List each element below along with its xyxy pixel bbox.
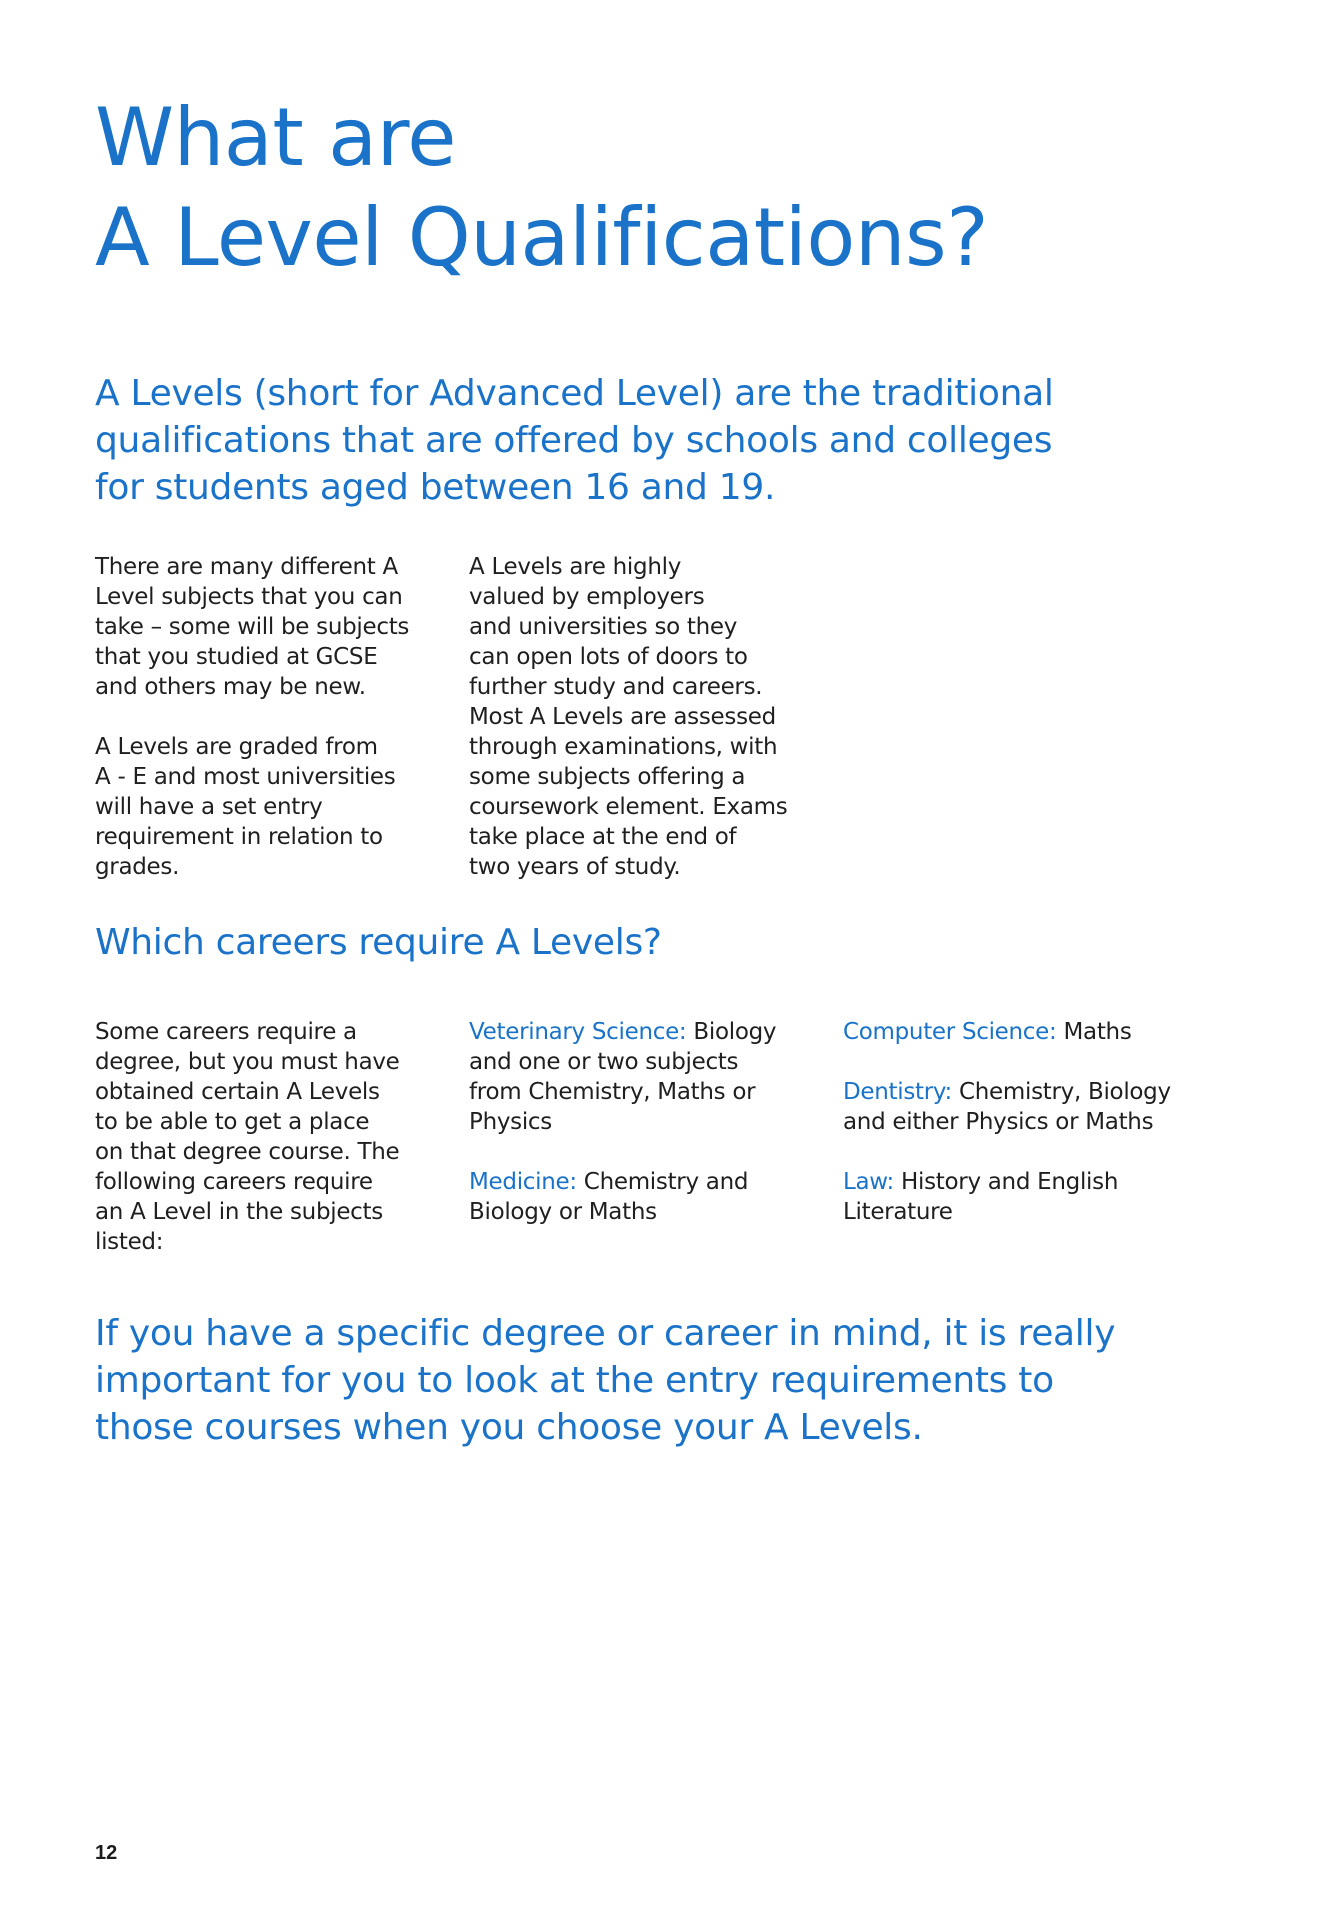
career-line: Literature — [843, 1199, 953, 1225]
career-item-law — [843, 1167, 1223, 1227]
text-line: A Levels are highly — [469, 554, 682, 580]
career-line — [843, 1077, 1223, 1107]
text-line: obtained certain A Levels — [95, 1079, 380, 1105]
text-line: There are many different A — [95, 554, 398, 580]
career-subjects: Chemistry and — [576, 1169, 749, 1195]
value-column — [469, 552, 829, 882]
text-line: to be able to get a place — [95, 1109, 370, 1135]
text-line: that you studied at GCSE — [95, 644, 378, 670]
text-line: grades. — [95, 854, 180, 880]
intro-line: qualifications that are offered by schools and colleges — [95, 420, 1053, 461]
text-line: an A Level in the subjects — [95, 1199, 383, 1225]
career-line: Physics — [469, 1109, 552, 1135]
career-line — [843, 1167, 1223, 1197]
career-label: Medicine: — [469, 1169, 577, 1195]
closing-paragraph — [95, 1310, 1275, 1451]
careers-intro-paragraph — [95, 1017, 445, 1257]
careers-column-2 — [469, 1017, 829, 1227]
careers-intro-column — [95, 1017, 445, 1257]
text-line: and universities so they — [469, 614, 738, 640]
intro-paragraph — [95, 370, 1275, 511]
career-item-veterinary-science — [469, 1017, 829, 1137]
careers-heading: Which careers require A Levels? — [95, 922, 662, 963]
intro-line: for students aged between 16 and 19. — [95, 467, 776, 508]
career-label: Veterinary Science: — [469, 1019, 687, 1045]
career-line: and either Physics or Maths — [843, 1109, 1154, 1135]
page-title — [95, 88, 988, 288]
careers-column-3 — [843, 1017, 1223, 1227]
career-subjects: History and English — [894, 1169, 1119, 1195]
text-line: some subjects offering a — [469, 764, 746, 790]
text-line: listed: — [95, 1229, 164, 1255]
text-line: can open lots of doors to — [469, 644, 748, 670]
career-item-computer-science — [843, 1017, 1223, 1047]
career-item-dentistry — [843, 1077, 1223, 1137]
career-item-medicine — [469, 1167, 829, 1227]
career-line: and one or two subjects — [469, 1049, 739, 1075]
text-line: on that degree course. The — [95, 1139, 400, 1165]
intro-line: A Levels (short for Advanced Level) are the traditional — [95, 373, 1054, 414]
text-line: coursework element. Exams — [469, 794, 788, 820]
value-paragraph — [469, 552, 829, 882]
career-line: from Chemistry, Maths or — [469, 1079, 756, 1105]
outro-line: important for you to look at the entry requirements to — [95, 1360, 1054, 1401]
career-subjects: Chemistry, Biology — [952, 1079, 1171, 1105]
text-line: take place at the end of — [469, 824, 737, 850]
career-line — [469, 1017, 829, 1047]
text-line: Level subjects that you can — [95, 584, 403, 610]
page-title-line-2: A Level Qualifications? — [95, 191, 989, 284]
page-number: 12 — [95, 1842, 118, 1864]
career-subjects: Maths — [1056, 1019, 1132, 1045]
text-line: Most A Levels are assessed — [469, 704, 776, 730]
text-line: two years of study. — [469, 854, 681, 880]
career-label: Law: — [843, 1169, 895, 1195]
text-line: Some careers require a — [95, 1019, 357, 1045]
career-subjects: Biology — [686, 1019, 777, 1045]
career-label: Computer Science: — [843, 1019, 1057, 1045]
text-line: will have a set entry — [95, 794, 323, 820]
page-title-line-1: What are — [95, 91, 456, 184]
text-line: valued by employers — [469, 584, 705, 610]
career-label: Dentistry: — [843, 1079, 952, 1105]
text-line: through examinations, with — [469, 734, 778, 760]
text-line: and others may be new. — [95, 674, 366, 700]
text-line: take – some will be subjects — [95, 614, 410, 640]
subjects-column — [95, 552, 445, 882]
subjects-paragraph — [95, 552, 445, 702]
text-line: requirement in relation to — [95, 824, 383, 850]
text-line: A - E and most universities — [95, 764, 396, 790]
career-line — [469, 1167, 829, 1197]
text-line: following careers require — [95, 1169, 373, 1195]
text-line: A Levels are graded from — [95, 734, 378, 760]
grading-paragraph — [95, 732, 445, 882]
text-line: degree, but you must have — [95, 1049, 400, 1075]
career-line — [843, 1017, 1223, 1047]
text-line: further study and careers. — [469, 674, 763, 700]
outro-line: those courses when you choose your A Levels. — [95, 1407, 923, 1448]
career-line: Biology or Maths — [469, 1199, 657, 1225]
outro-line: If you have a specific degree or career in mind, it is really — [95, 1313, 1116, 1354]
